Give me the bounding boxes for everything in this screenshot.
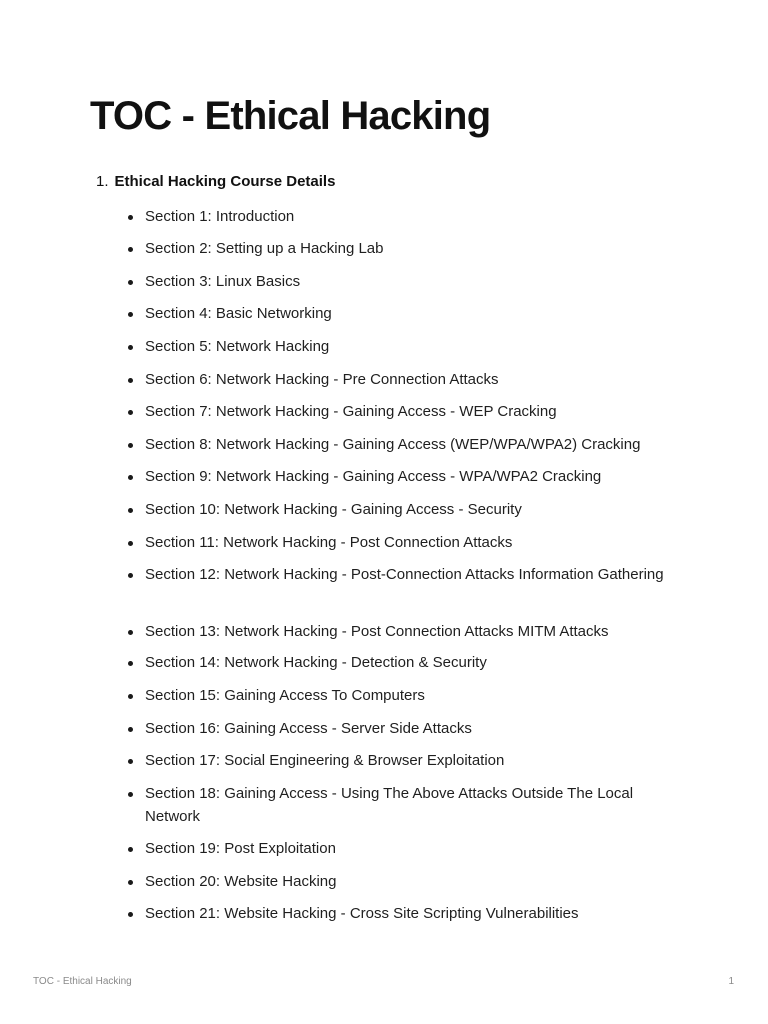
list-item-label: Section 11: Network Hacking - Post Connection Attacks xyxy=(145,534,513,551)
bullet-dot xyxy=(128,661,133,666)
list-item xyxy=(145,684,690,707)
list-item-label: Section 14: Network Hacking - Detection & Security xyxy=(145,654,487,671)
list-item-label: Section 19: Post Exploitation xyxy=(145,840,336,857)
bullet-dot xyxy=(128,541,133,546)
bullet-dot xyxy=(128,280,133,285)
list-item xyxy=(145,531,690,554)
bullet-dot xyxy=(128,508,133,513)
section-heading-text: Ethical Hacking Course Details xyxy=(114,173,336,190)
bullet-dot xyxy=(128,410,133,415)
list-item xyxy=(145,433,690,456)
list-item xyxy=(145,749,690,772)
list-item xyxy=(145,498,690,521)
list-item xyxy=(145,205,690,228)
section-number: 1. xyxy=(96,173,109,190)
list-item xyxy=(145,237,690,260)
bullet-dot xyxy=(128,378,133,383)
list-item-label: Section 4: Basic Networking xyxy=(145,305,332,322)
bullet-dot xyxy=(128,443,133,448)
list-item-label: Section 7: Network Hacking - Gaining Access - WEP Cracking xyxy=(145,403,557,420)
list-item xyxy=(145,400,690,423)
list-item-label: Section 13: Network Hacking - Post Connection Attacks MITM Attacks xyxy=(145,623,609,640)
bullet-dot xyxy=(128,573,133,578)
list-item-label: Section 9: Network Hacking - Gaining Access - WPA/WPA2 Cracking xyxy=(145,468,602,485)
list-item xyxy=(145,870,690,893)
bullet-dot xyxy=(128,630,133,635)
bullet-dot xyxy=(128,247,133,252)
bullet-dot xyxy=(128,345,133,350)
list-item xyxy=(145,717,690,740)
list-item-label: Section 3: Linux Basics xyxy=(145,273,301,290)
page-number: 1 xyxy=(728,976,734,987)
bullet-dot xyxy=(128,694,133,699)
list-item xyxy=(145,368,690,391)
page-title: TOC - Ethical Hacking xyxy=(90,94,491,138)
list-item xyxy=(145,837,690,860)
section-heading xyxy=(96,172,335,192)
bullet-dot xyxy=(128,792,133,797)
bullet-dot xyxy=(128,759,133,764)
list-item xyxy=(145,302,690,325)
bullet-dot xyxy=(128,215,133,220)
bullet-dot xyxy=(128,847,133,852)
list-item-label: Section 16: Gaining Access - Server Side Attacks xyxy=(145,720,472,737)
list-item-label: Section 5: Network Hacking xyxy=(145,338,330,355)
list-item xyxy=(145,782,690,828)
list-item xyxy=(145,335,690,358)
list-item xyxy=(145,902,690,925)
list-item-label: Section 10: Network Hacking - Gaining Access - Security xyxy=(145,501,522,518)
list-item-label: Section 17: Social Engineering & Browser Exploitation xyxy=(145,752,505,769)
bullet-dot xyxy=(128,912,133,917)
list-item xyxy=(145,465,690,488)
bullet-dot xyxy=(128,475,133,480)
list-item xyxy=(145,651,690,674)
list-item xyxy=(145,620,690,643)
list-item-label: Section 8: Network Hacking - Gaining Access (WEP/WPA/WPA2) Cracking xyxy=(145,436,641,453)
list-item-label: Section 18: Gaining Access - Using The Above Attacks Outside The Local Network xyxy=(145,785,634,825)
list-item-label: Section 21: Website Hacking - Cross Site Scripting Vulnerabilities xyxy=(145,905,579,922)
list-item-label: Section 20: Website Hacking xyxy=(145,873,337,890)
bullet-dot xyxy=(128,880,133,885)
list-item xyxy=(145,270,690,293)
list-item-label: Section 6: Network Hacking - Pre Connection Attacks xyxy=(145,371,499,388)
footer-title: TOC - Ethical Hacking xyxy=(33,976,132,987)
list-item-label: Section 1: Introduction xyxy=(145,208,295,225)
list-item xyxy=(145,563,690,586)
list-item-label: Section 15: Gaining Access To Computers xyxy=(145,687,425,704)
list-item-label: Section 12: Network Hacking - Post-Connection Attacks Information Gathering xyxy=(145,566,664,583)
list-item-label: Section 2: Setting up a Hacking Lab xyxy=(145,240,384,257)
bullet-dot xyxy=(128,727,133,732)
bullet-dot xyxy=(128,312,133,317)
